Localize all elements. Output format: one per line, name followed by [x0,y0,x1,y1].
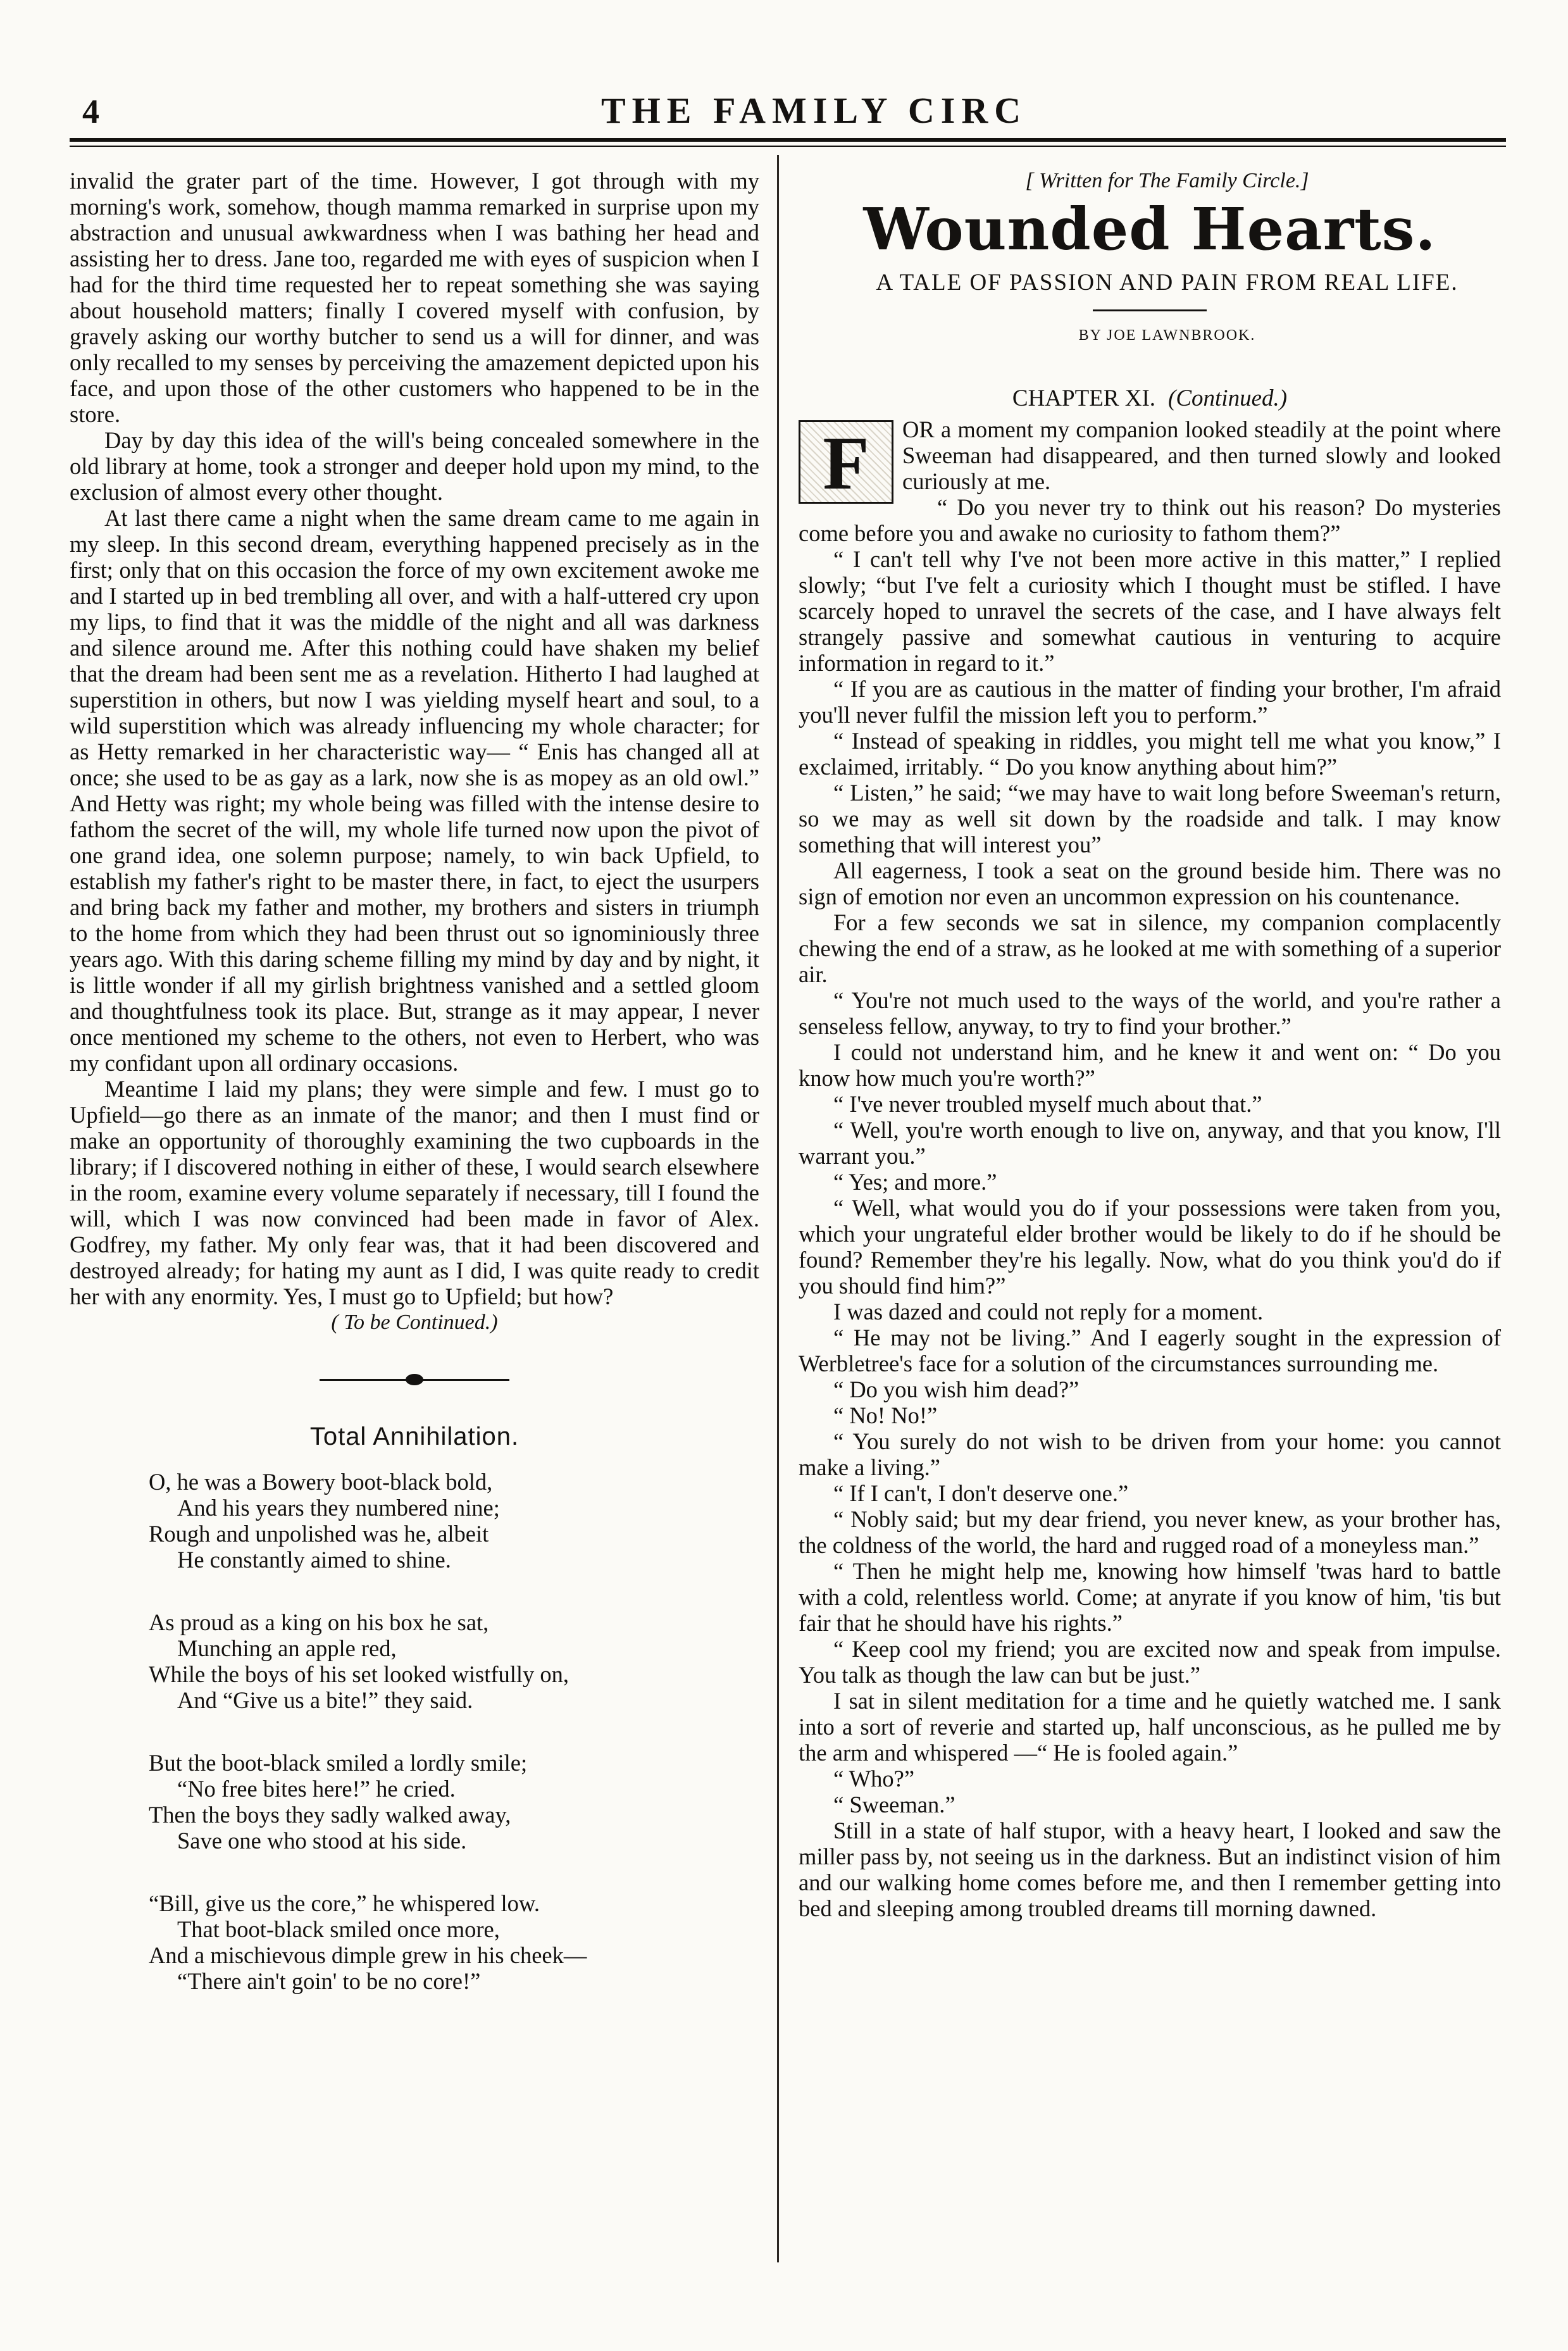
paragraph: For a few seconds we sat in silence, my companion complacently chewing the end of a straw, as he looked at me with something of a superior air. [799,909,1501,987]
poem-stanza [70,1750,759,1854]
page-header [70,85,1506,136]
poem-line: As proud as a king on his box he sat, [149,1609,489,1635]
paragraph: Meantime I laid my plans; they were simple and few. I must go to Upfield—go there as an inmate of the manor; and then I must find or make an opportunity of thoroughly examining the two cupboards in the library; if I discovered nothing in either of these, I would search elsewhere in the room, examine every volume separately if necessary, till I found the will, which I was now convinced had been made in favor of Alex. Godfrey, my father. My only fear was, that it had been discovered and destroyed already; for hating my aunt as I did, I was quite ready to credit her with any enormity. Yes, I must go to Upfield; but how? [70,1076,759,1309]
paragraph: “ Well, what would you do if your possessions were taken from you, which your ungrateful elder brother would be likely to do if he should be found? Remember they're his legally. Now, what do you think you'd do if you should find him?” [799,1195,1501,1299]
header-rule-thin [70,146,1506,147]
poem-stanza [70,1609,759,1713]
poem-line: “There ain't goin' to be no core!” [177,1968,481,1994]
poem-line: That boot-black smiled once more, [177,1916,500,1942]
poem-line: But the boot-black smiled a lordly smile; [149,1750,528,1776]
chapter-heading [799,385,1501,411]
poem-line: “Bill, give us the core,” he whispered low. [149,1890,540,1916]
paragraph: I was dazed and could not reply for a moment. [833,1299,1264,1325]
paragraph: “ I've never troubled myself much about that.” [833,1091,1262,1117]
poem-line: O, he was a Bowery boot-black bold, [149,1469,493,1495]
paragraph: “ No! No!” [833,1402,938,1428]
poem-line: Rough and unpolished was he, albeit [149,1521,489,1547]
paragraph: “ Nobly said; but my dear friend, you never knew, as your brother has, the coldness of the world, the hard and rugged road of a moneyless man.” [799,1506,1501,1558]
byline: BY JOE LAWNBROOK. [1078,327,1256,344]
left-column [70,168,759,2031]
paragraph: I could not understand him, and he knew it and went on: “ Do you know how much you're worth?” [799,1039,1501,1091]
paragraph: “ Sweeman.” [833,1792,955,1818]
paragraph: At last there came a night when the same dream came to me again in my sleep. In this second dream, everything happened precisely as in the first; only that on this occasion the force of my own excitement awoke me and I started up in bed trembling all over, and with a half-uttered cry upon my lips, to find that it was the middle of the night and all was darkness and silence around me. After this nothing could have shaken my belief that the dream had been sent me as a revelation. Hitherto I had laughed at superstition in others, but now I was yielding myself heart and soul, to a wild superstition which was already influencing my whole character; for as Hetty remarked in her characteristic way— “ Enis has changed all at once; she used to be as gay as a lark, now she is as mopey as an old owl.” And Hetty was right; my whole being was filled with the intense desire to fathom the secret of the will, my whole life turned now upon the pivot of one grand idea, one solemn purpose; namely, to win back Upfield, to establish my father's right to be master there, in fact, to eject the usurpers and bring back my father and mother, my brothers and sisters in triumph to the home from which they had been thrust out so ignominiously three years ago. With this daring scheme filling my mind by day and by night, it is little wonder if all my girlish brightness vanished and a settled gloom and thoughtfulness took its place. But, strange as it may appear, I never once mentioned my scheme to the others, not even to Herbert, who was my confidant upon all ordinary occasions. [70,505,759,1076]
poem-line: Save one who stood at his side. [177,1828,467,1854]
running-title: THE FAMILY CIRC [601,90,1028,131]
title-rule [1093,309,1207,311]
poem-stanza [70,1469,759,1573]
paragraph: “ If I can't, I don't deserve one.” [833,1480,1129,1506]
story-subtitle: A TALE OF PASSION AND PAIN FROM REAL LIFE. [876,270,1459,296]
paragraph: OR a moment my companion looked steadily at the point where Sweeman had disappeared, and then turned slowly and looked curiously at me. [902,416,1501,494]
page-number: 4 [82,92,99,130]
paragraph: “ Who?” [833,1766,915,1792]
paragraph: Day by day this idea of the will's being concealed somewhere in the old library at home, took a stronger and deeper hold upon my mind, to the exclusion of almost every other thought. [70,427,759,505]
paragraph: “ Yes; and more.” [833,1169,997,1195]
paragraph: “ I can't tell why I've not been more active in this matter,” I replied slowly; “but I've felt a curiosity which I thought must be stifled. I have scarcely hoped to unravel the secrets of the case, and I have always felt strangely passive and somewhat cautious in venturing to acquire information in regard to it.” [799,546,1501,676]
paragraph: All eagerness, I took a seat on the ground beside him. There was no sign of emotion nor even an uncommon expression on his countenance. [799,857,1501,909]
paragraph: “ Do you never try to think out his reason? Do mysteries come before you and awake no curiosity to fathom them?” [799,494,1501,546]
section-divider-ornament [320,1373,509,1386]
poem-stanza [70,1890,759,1994]
poem-title: Total Annihilation. [309,1423,520,1450]
poem-line: He constantly aimed to shine. [177,1547,451,1573]
paragraph: “ You surely do not wish to be driven from your home: you cannot make a living.” [799,1428,1501,1480]
drop-cap-letter: F [823,421,869,505]
paragraph: “ You're not much used to the ways of the world, and you're rather a senseless fellow, anyway, to try to find your brother.” [799,987,1501,1039]
to-be-continued: ( To be Continued.) [331,1311,498,1334]
written-for-credit: [ Written for The Family Circle.] [1025,169,1309,192]
paragraph: “ Well, you're worth enough to live on, anyway, and that you know, I'll warrant you.” [799,1117,1501,1169]
poem-line: While the boys of his set looked wistfully on, [149,1661,569,1687]
drop-cap-initial [799,420,893,504]
paragraph: invalid the grater part of the time. However, I got through with my morning's work, somehow, though mamma remarked in surprise upon my abstraction and unusual awkwardness when I was bathing her head and assisting her to dress. Jane too, regarded me with eyes of suspicion when I had for the third time requested her to repeat something she was saying about household matters; finally I covered myself with confusion, by gravely asking our worthy butcher to send us a will for dinner, and was only recalled to my senses by perceiving the amazement depicted upon his face, and upon those of the other customers who happened to be in the store. [70,168,759,427]
paragraph: I sat in silent meditation for a time and he quietly watched me. I sank into a sort of reverie and started up, half unconscious, as he pulled me by the arm and whispered —“ He is fooled again.” [799,1688,1501,1766]
paragraph: Still in a state of half stupor, with a heavy heart, I looked and saw the miller pass by, not seeing us in the darkness. But an indistinct vision of him and our walking home comes before me, and then I remember getting into bed and sleeping among troubled dreams till morning dawned. [799,1818,1501,1921]
poem-line: “No free bites here!” he cried. [177,1776,456,1802]
chapter-number: CHAPTER XI. [1012,385,1156,411]
paragraph: “ If you are as cautious in the matter of finding your brother, I'm afraid you'll never fulfil the mission left you to perform.” [799,676,1501,728]
story-title: Wounded Hearts. [863,195,1436,263]
chapter-continued: (Continued.) [1168,385,1288,411]
poem-line: And a mischievous dimple grew in his cheek— [149,1942,587,1968]
paragraph: “ Do you wish him dead?” [833,1376,1080,1402]
poem-line: And his years they numbered nine; [177,1495,500,1521]
poem-line: And “Give us a bite!” they said. [177,1687,473,1713]
divider-dot [406,1374,423,1385]
right-column [799,168,1501,1921]
paragraph: “ Listen,” he said; “we may have to wait long before Sweeman's return, so we may as well sit down by the roadside and talk. I may know something that will interest you” [799,780,1501,857]
poem-line: Munching an apple red, [177,1635,397,1661]
column-divider [777,155,779,2262]
paragraph: “ Keep cool my friend; you are excited now and speak from impulse. You talk as though the law can but be just.” [799,1636,1501,1688]
poem-line: Then the boys they sadly walked away, [149,1802,511,1828]
paragraph: “ Then he might help me, knowing how himself 'twas hard to battle with a cold, relentless world. Come; at anyrate if you know of him, 'tis but fair that he should have his rights.” [799,1558,1501,1636]
paragraph: “ Instead of speaking in riddles, you might tell me what you know,” I exclaimed, irritably. “ Do you know anything about him?” [799,728,1501,780]
header-rule [70,138,1506,142]
paragraph: “ He may not be living.” And I eagerly sought in the expression of Werbletree's face for a solution of the circumstances surrounding me. [799,1325,1501,1376]
